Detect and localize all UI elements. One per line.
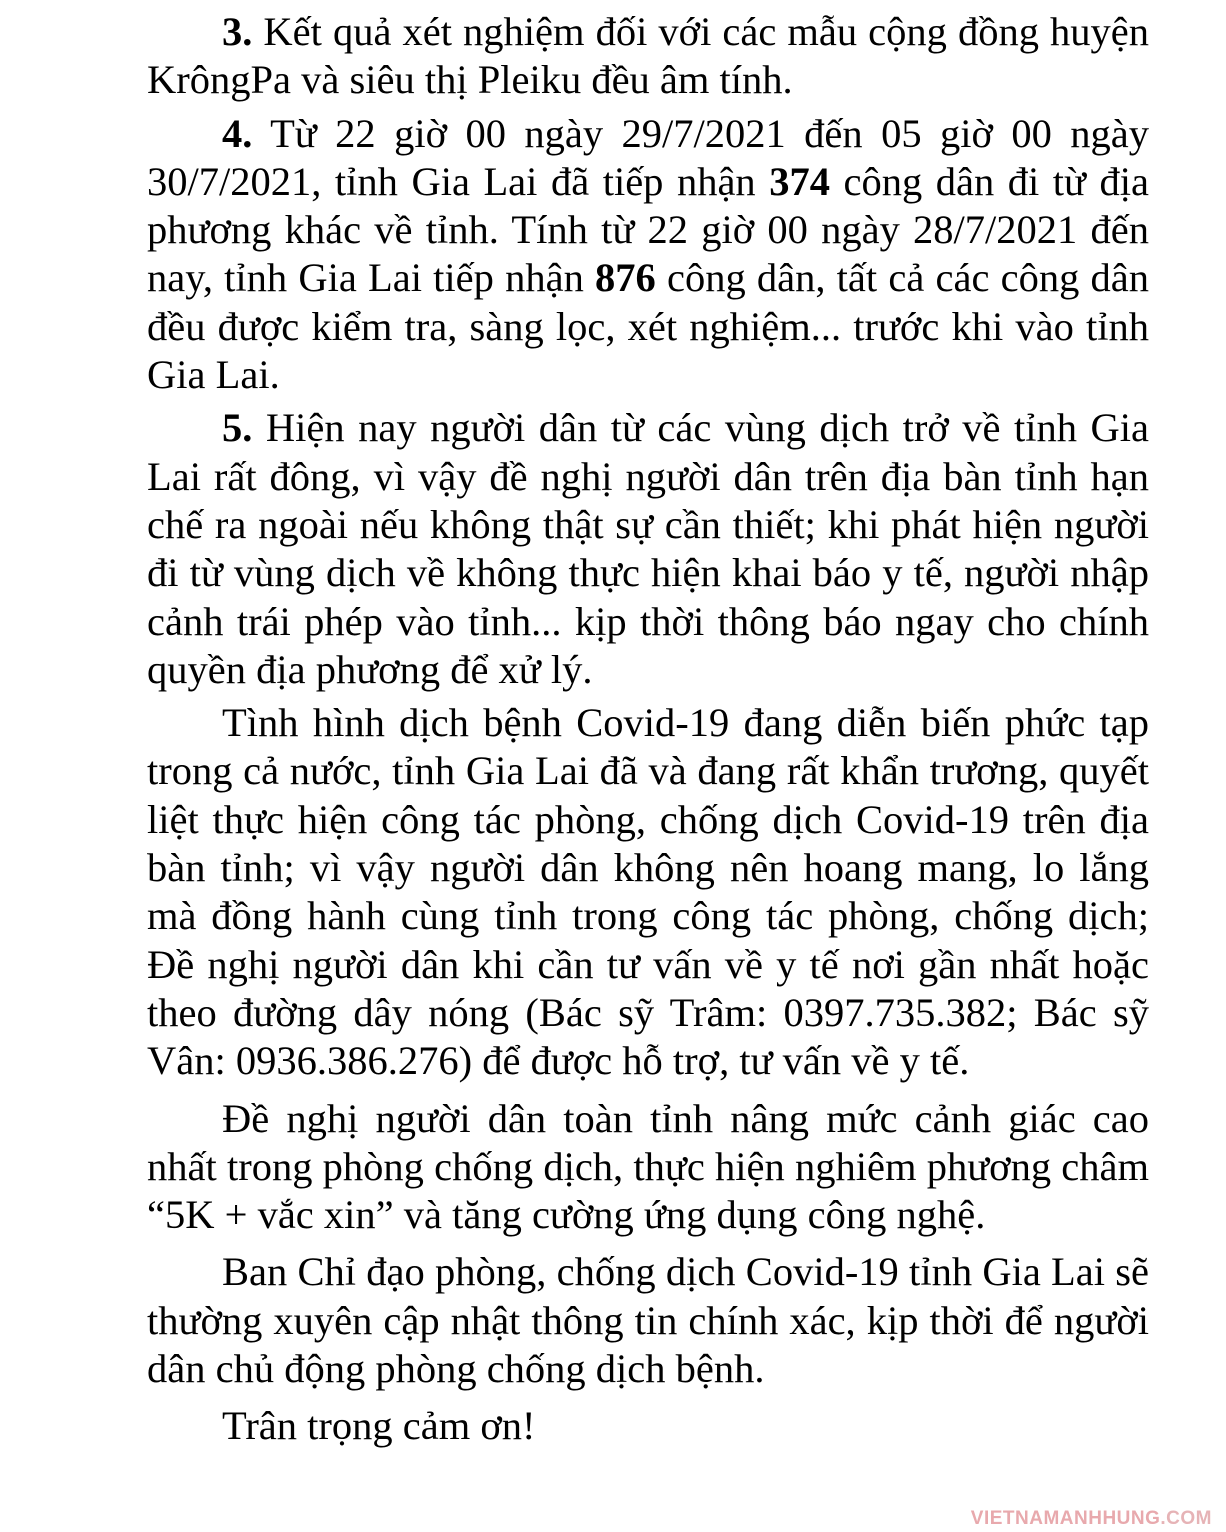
paragraph-number: 3. xyxy=(222,9,253,54)
site-watermark xyxy=(971,1508,1212,1530)
document-body xyxy=(147,8,1149,1451)
paragraph-number: 4. xyxy=(222,110,253,156)
paragraph-text: Ban Chỉ đạo phòng, chống dịch Covid-19 tỉnh Gia Lai sẽ thường xuyên cập nhật thông tin chính xác, kịp thời để người dân chủ động phòng chống dịch bệnh. xyxy=(147,1249,1149,1392)
paragraph-text: Tình hình dịch bệnh Covid-19 đang diễn biến phức tạp trong cả nước, tỉnh Gia Lai đã và đang rất khẩn trương, quyết liệt thực hiện công tác phòng, chống dịch Covid-19 trên địa bàn tỉnh; vì vậy người dân không nên hoang mang, lo lắng mà đồng hành cùng tỉnh trong công tác phòng, chống dịch; Đề nghị người dân khi cần tư vấn về y tế nơi gần nhất hoặc theo đường dây nóng (Bác sỹ Trâm: 0397.735.382; Bác sỹ Vân: 0936.386.276) để được hỗ trợ, tư vấn về y tế. xyxy=(147,700,1149,1084)
paragraph-text: Hiện nay người dân từ các vùng dịch trở về tỉnh Gia Lai rất đông, vì vậy đề nghị người dân trên địa bàn tỉnh hạn chế ra ngoài nếu không thật sự cần thiết; khi phát hiện người đi từ vùng dịch về không thực hiện khai báo y tế, người nhập cảnh trái phép vào tỉnh... kịp thời thông báo ngay cho chính quyền địa phương để xử lý. xyxy=(147,405,1149,692)
paragraph-text: Kết quả xét nghiệm đối với các mẫu cộng đồng huyện KrôngPa và siêu thị Pleiku đều âm tính. xyxy=(147,9,1149,103)
paragraph-steering-committee xyxy=(147,1248,1149,1393)
paragraph-recommendation xyxy=(147,1095,1149,1240)
paragraph-text: Trân trọng cảm ơn! xyxy=(222,1403,536,1449)
citizen-total-highlight: 876 xyxy=(595,255,656,301)
paragraph-situation xyxy=(147,699,1149,1085)
paragraph-3 xyxy=(147,8,1149,105)
paragraph-4 xyxy=(147,110,1149,400)
paragraph-5 xyxy=(147,404,1149,694)
closing-thanks xyxy=(147,1402,1149,1450)
watermark-name: VIETNAMANHHUNG xyxy=(970,1508,1161,1529)
paragraph-text: Đề nghị người dân toàn tỉnh nâng mức cảnh giác cao nhất trong phòng chống dịch, thực hiện nghiêm phương châm “5K + vắc xin” và tăng cường ứng dụng công nghệ. xyxy=(147,1095,1149,1238)
paragraph-number: 5. xyxy=(222,405,253,451)
paragraph-text: Từ 22 giờ 00 ngày 29/7/2021 đến 05 giờ 00 ngày 30/7/2021, tỉnh Gia Lai đã tiếp nhận xyxy=(147,110,1149,204)
paragraph-text: công dân, tất cả các công dân đều được kiểm tra, sàng lọc, xét nghiệm... trước khi vào tỉnh Gia Lai. xyxy=(147,255,1150,398)
citizen-count-highlight: 374 xyxy=(769,158,830,204)
paragraph-text: công dân đi từ địa phương khác về tỉnh. Tính từ 22 giờ 00 ngày 28/7/2021 đến nay, tỉnh Gia Lai tiếp nhận xyxy=(147,158,1149,301)
watermark-domain: .COM xyxy=(1160,1508,1212,1529)
